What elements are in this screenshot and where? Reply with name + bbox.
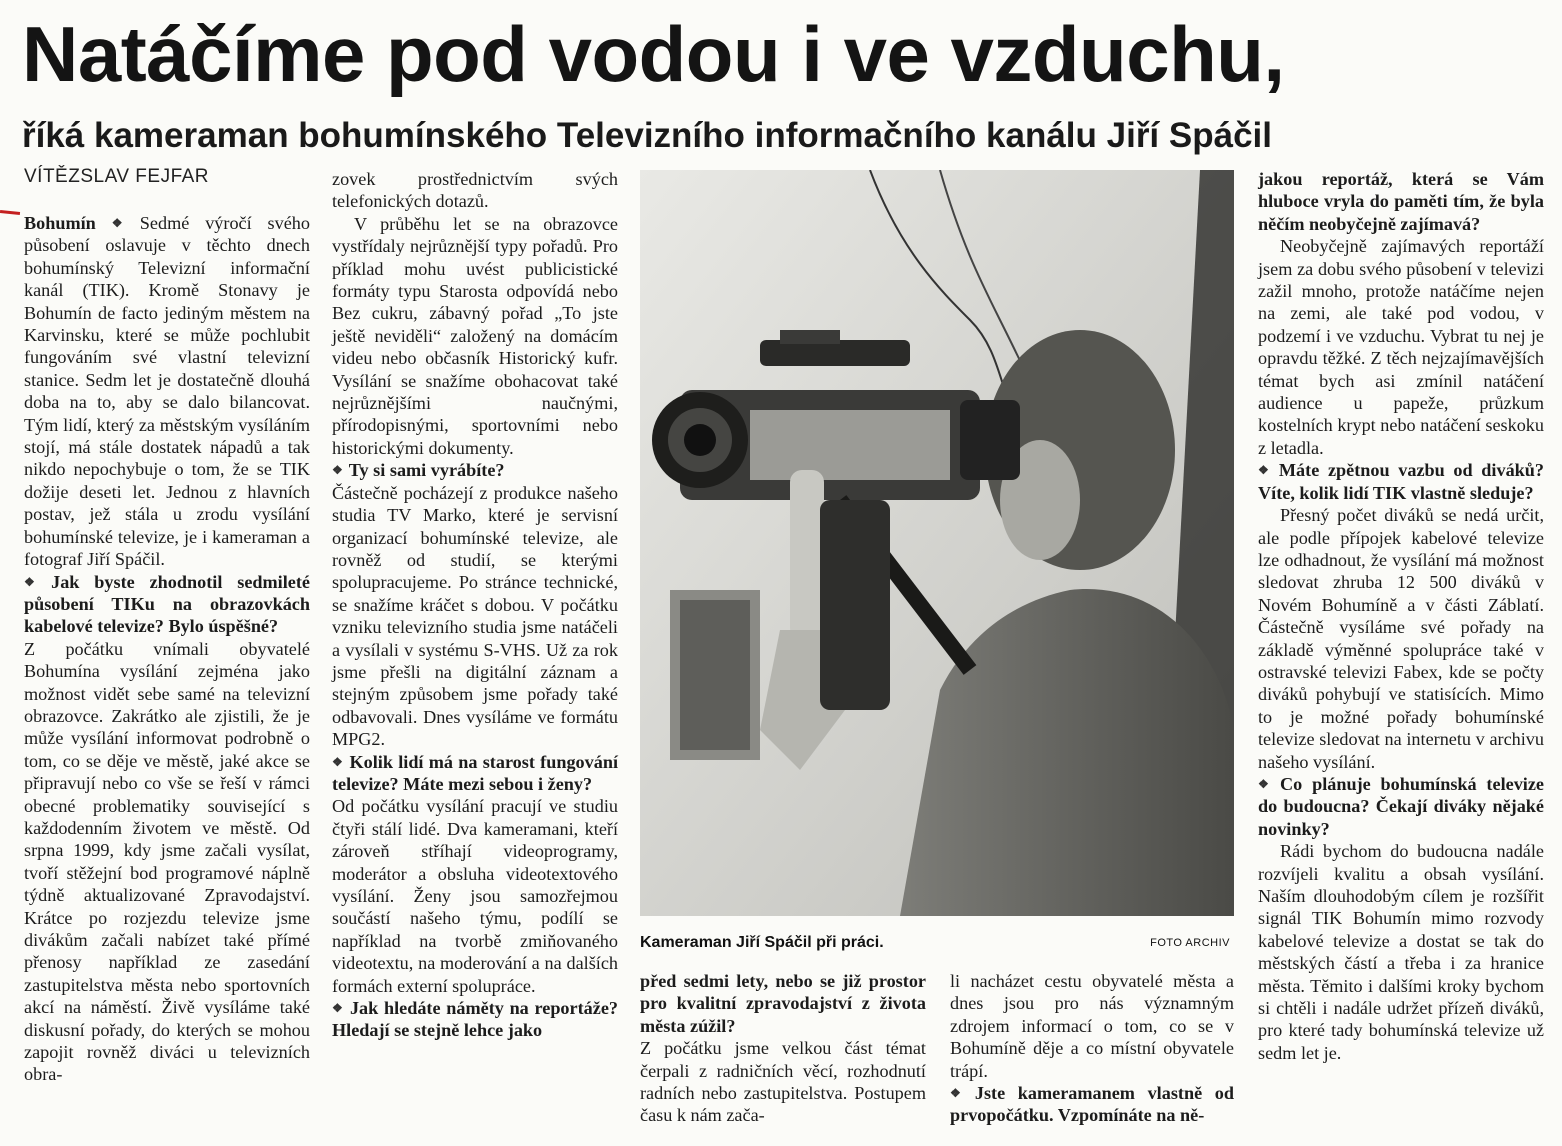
bullet-icon: ❖ bbox=[24, 574, 46, 589]
paragraph-text: Sedmé výročí svého působení oslavuje v těchto dnech bohumínský Televizní informační kanál (TIK). Kromě Stonavy je Bohumín de facto jediným městem na Karvinsku, které se může pochlubit fungováním své vlastní televizní stanice. Sedm let je dostatečně dlouhá doba na to, aby se dalo bilancovat. Tým lidí, který za městským vysíláním stojí, má stále dostatek nápadů a tak nikdo nepochybuje o tom, že se TIK dožije deseti let. Jednou z hlavních postav, jež stála u zrodu vysílání bohumínské televize, je i kameraman a fotograf Jiří Spáčil. bbox=[24, 213, 310, 570]
question-7: ❖ Co plánuje bohumínská televize do budoucna? Čekají diváky nějaké novinky? bbox=[1258, 773, 1544, 839]
answer-4: Z počátku jsme velkou část témat čerpali z radničních věcí, rozhodnutí radních nebo zastupitelstva. Postupem času k nám zača- bbox=[640, 1038, 926, 1126]
bullet-icon: ❖ bbox=[1258, 463, 1273, 478]
byline: VÍTĚZSLAV FEJFAR bbox=[24, 166, 210, 187]
column-5 bbox=[1258, 168, 1544, 1064]
question-5: ❖ Jste kameramanem vlastně od prvopočátku. Vzpomínáte na ně- bbox=[950, 1083, 1234, 1126]
headline: Natáčíme pod vodou i ve vzduchu, bbox=[22, 10, 1285, 98]
question-2: ❖ Ty si sami vyrábíte? bbox=[332, 460, 505, 481]
answer-7: Rádi bychom do budoucna nadále rozvíjeli kvalitu a obsah vysílání. Naším dlouhodobým cílem je rozšířit signál TIK Bohumín mimo rozvody kabelové televize a dostat se tak do městských částí a třeba i za hranice města. Těmito i dalšími kroky bychom si chtěli i nadále udržet přízeň diváků, pro které tady bohumínská televize už sedm let je. bbox=[1258, 841, 1544, 1063]
question-3: ❖ Kolik lidí má na starost fungování televize? Máte mezi sebou i ženy? bbox=[332, 751, 619, 794]
photo-caption-bar bbox=[640, 934, 1234, 952]
question-4: ❖ Jak hledáte náměty na reportáže? Hledají se stejně lehce jako bbox=[332, 998, 618, 1041]
bullet-icon: ❖ bbox=[1258, 776, 1275, 791]
subheadline: říká kameraman bohumínského Televizního informačního kanálu Jiří Spáčil bbox=[22, 116, 1272, 155]
question-6: ❖ Máte zpětnou vazbu od diváků? Víte, kolik lidí TIK vlastně sleduje? bbox=[1258, 460, 1544, 503]
question-4-continuation: před sedmi lety, nebo se již prostor pro kvalitní zpravodajství z života města zúžil? bbox=[640, 971, 926, 1036]
bullet-icon: ❖ bbox=[332, 754, 344, 769]
photo-caption: Kameraman Jiří Spáčil při práci. bbox=[640, 934, 884, 951]
dateline: Bohumín bbox=[24, 213, 96, 233]
answer-6: Přesný počet diváků se nedá určit, ale podle přípojek kabelové televize lze odhadnout, že vysílání má možnost sledovat zhruba 12 500 diváků v Novém Bohumíně a v části Záblatí. Částečně vysíláme své pořady na základě výměnné spolupráce také v ostravské televizi Fabex, kde se počty diváků pohybují ve statisících. Mimo to je možné pořady bohumínské televize sledovat na internetu v archivu našeho vysílání. bbox=[1258, 505, 1544, 772]
column-4 bbox=[950, 970, 1234, 1127]
red-pen-mark bbox=[0, 210, 20, 215]
photo-credit: FOTO ARCHIV bbox=[1150, 937, 1230, 949]
bullet-icon: ❖ bbox=[332, 463, 343, 478]
answer-4-continuation: li nacházet cestu obyvatelé města a dnes jsou pro nás významným zdrojem informací o tom, co se v Bohumíně děje a co místní obyvatele trápí. bbox=[950, 971, 1234, 1081]
photo-cameraman bbox=[640, 170, 1234, 916]
question-1: ❖ Jak byste zhodnotil sedmileté působení TIKu na obrazovkách kabelové televize? Bylo úspěšné? bbox=[24, 571, 310, 637]
paragraph-continuation: zovek prostřednictvím svých telefonických dotazů. bbox=[332, 169, 618, 212]
paragraph: V průběhu let se na obrazovce vystřídaly nejrůznější typy pořadů. Pro příklad mohu uvést publicistické formáty typu Starosta odpovídá nebo Bez cukru, zábavný pořad „To jste ještě neviděli“ založený na domácím videu nebo občasník Historický kufr. Vysílání se snažíme obohacovat také nejrůznějšími naučnými, přírodopisnými, sportovními nebo historickými dokumenty. bbox=[332, 213, 618, 458]
lead-paragraph bbox=[24, 212, 310, 571]
answer-2: Částečně pocházejí z produkce našeho studia TV Marko, které je servisní organizací bohumínské televize, ale rovněž od studií, se kterými spolupracujeme. Po stránce technické, se snažíme kráčet s dobou. V počátku vzniku televizního studia jsme natáčeli a vysílali v systému S-VHS. Už za rok jsme přešli na digitální záznam a stejným způsobem jsme pořady také odbavovali. Dnes vysíláme ve formátu MPG2. bbox=[332, 482, 618, 750]
answer-1: Z počátku vnímali obyvatelé Bohumína vysílání zejména jako možnost vidět sebe samé na televizní obrazovce. Zakrátko ale zjistili, že je může vysílání informovat podrobně o tom, co se děje ve městě, jaké akce se připravují nebo co vše se řeší v rámci obecné problematiky související s každodenním životem ve městě. Od srpna 1999, kdy jsme začali vysílat, tvoří stěžejní bod programové náplně týdně aktualizované Zpravodajství. Krátce po rozjezdu televize jsme divákům začali nabízet také přímé přenosy například ze zasedání zastupitelstva města nebo sportovních akcí na náměstí. Živě vysíláme také diskusní pořady, do kterých se mohou zapojit rovněž diváci u televizních obra- bbox=[24, 638, 310, 1085]
bullet-icon: ❖ bbox=[111, 216, 134, 230]
cameraman-photo-illustration bbox=[640, 170, 1234, 916]
bullet-icon: ❖ bbox=[332, 1001, 344, 1016]
column-3 bbox=[640, 970, 926, 1127]
answer-3: Od počátku vysílání pracují ve studiu čtyři stálí lidé. Dva kameramani, kteří zároveň stříhají videoprogramy, moderátor a obsluha videotextového vysílání. Ženy jsou samozřejmou součástí našeho týmu, podílí se například na tvorbě zmiňovaného videotextu, na moderování a na dalších formách externí spolupráce. bbox=[332, 796, 618, 996]
question-5-continuation: jakou reportáž, která se Vám hluboce vryla do paměti tím, že byla něčím neobyčejně zajímavá? bbox=[1258, 169, 1544, 234]
column-1 bbox=[24, 212, 310, 1086]
bullet-icon: ❖ bbox=[950, 1086, 969, 1101]
column-2 bbox=[332, 168, 618, 1042]
answer-5: Neobyčejně zajímavých reportáží jsem za dobu svého působení v televizi zažil mnoho, protože natáčíme nejen na zemi, ale také pod vodou, v podzemí i ve vzduchu. Vybrat tu nej je opravdu těžké. Z těch nejzajímavějších témat bych asi zmínil natáčení audience u papeže, průzkum kostelních krypt nebo natáčení seskoku z letadla. bbox=[1258, 236, 1544, 458]
